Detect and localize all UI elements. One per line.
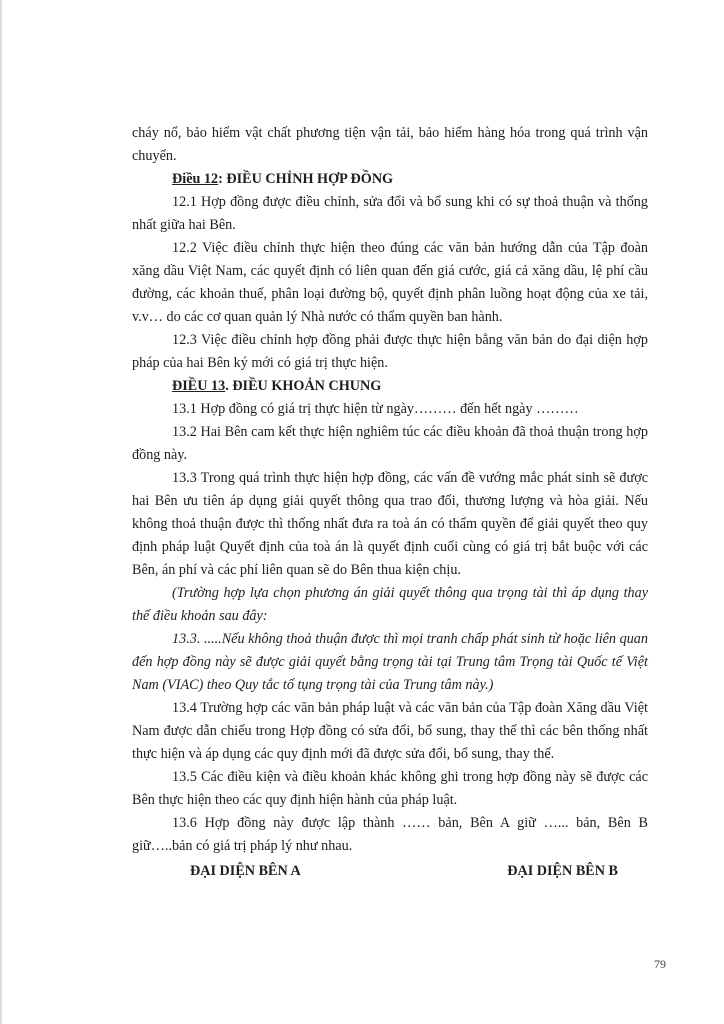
clause-13-6: 13.6 Hợp đồng này được lập thành …… bản, Bên A giữ …... bản, Bên B giữ…..bản có giá trị pháp lý như nhau. xyxy=(132,815,648,854)
clause-12-3: 12.3 Việc điều chỉnh hợp đồng phải được thực hiện bằng văn bản do đại diện hợp pháp của hai Bên ký mới có giá trị thực hiện. xyxy=(132,332,648,371)
article-12-title: : ĐIỀU CHỈNH HỢP ĐỒNG xyxy=(218,171,394,187)
article-13-heading xyxy=(132,375,648,398)
signature-block xyxy=(132,860,648,883)
signature-party-a: ĐẠI DIỆN BÊN A xyxy=(190,863,301,879)
clause-12-2: 12.2 Việc điều chỉnh thực hiện theo đúng các văn bản hướng dẫn của Tập đoàn xăng dầu Việt Nam, các quyết định có liên quan đến giá cước, giá cả xăng dầu, lệ phí cầu đường, các khoản thuế, phân loại đường bộ, quyết định phân luồng hoạt động của xe tải, v.v… do các cơ quan quản lý Nhà nước có thẩm quyền ban hành. xyxy=(132,240,648,325)
continuation-paragraph: cháy nổ, bảo hiểm vật chất phương tiện vận tải, bảo hiểm hàng hóa trong quá trình vận chuyển. xyxy=(132,125,648,164)
clause-12-1: 12.1 Hợp đồng được điều chỉnh, sửa đổi và bổ sung khi có sự thoả thuận và thống nhất giữa hai Bên. xyxy=(132,194,648,233)
page-left-edge xyxy=(0,0,3,1024)
arbitration-note-clause: 13.3. .....Nếu không thoả thuận được thì mọi tranh chấp phát sinh từ hoặc liên quan đến hợp đồng này sẽ được giải quyết bằng trọng tài tại Trung tâm Trọng tài Quốc tế Việt Nam (VIAC) theo Quy tắc tố tụng trọng tài của Trung tâm này.) xyxy=(132,631,648,693)
arbitration-note-intro: (Trường hợp lựa chọn phương án giải quyết thông qua trọng tài thì áp dụng thay thế điều khoản sau đây: xyxy=(132,585,648,624)
article-12-heading xyxy=(132,168,648,191)
clause-13-3: 13.3 Trong quá trình thực hiện hợp đồng, các vấn đề vướng mắc phát sinh sẽ được hai Bên ưu tiên áp dụng giải quyết thông qua trao đổi, thương lượng và hòa giải. Nếu không thoả thuận được thì thống nhất đưa ra toà án có thẩm quyền để giải quyết theo quy định pháp luật Quyết định của toà án là quyết định cuối cùng có giá trị bắt buộc với các Bên, án phí và các phí liên quan sẽ do Bên thua kiện chịu. xyxy=(132,470,648,578)
article-13-title: . ĐIỀU KHOẢN CHUNG xyxy=(225,378,382,394)
signature-party-b: ĐẠI DIỆN BÊN B xyxy=(507,863,618,879)
clause-13-4: 13.4 Trường hợp các văn bản pháp luật và các văn bản của Tập đoàn Xăng dầu Việt Nam được dẫn chiếu trong Hợp đồng có sửa đổi, bổ sung, thay thế thì các bên thống nhất thực hiện và áp dụng các quy định mới đã được sửa đổi, bổ sung, thay thế. xyxy=(132,700,648,762)
document-body xyxy=(132,122,648,883)
page-number: 79 xyxy=(654,957,666,971)
clause-13-5: 13.5 Các điều kiện và điều khoản khác không ghi trong hợp đồng này sẽ được các Bên thực hiện theo các quy định hiện hành của pháp luật. xyxy=(132,769,648,808)
clause-13-2: 13.2 Hai Bên cam kết thực hiện nghiêm túc các điều khoản đã thoả thuận trong hợp đồng này. xyxy=(132,424,648,463)
article-13-label: ĐIỀU 13 xyxy=(172,378,226,394)
clause-13-1: 13.1 Hợp đồng có giá trị thực hiện từ ngày……… đến hết ngày ……… xyxy=(172,401,579,417)
article-12-label: Điều 12 xyxy=(172,171,219,187)
